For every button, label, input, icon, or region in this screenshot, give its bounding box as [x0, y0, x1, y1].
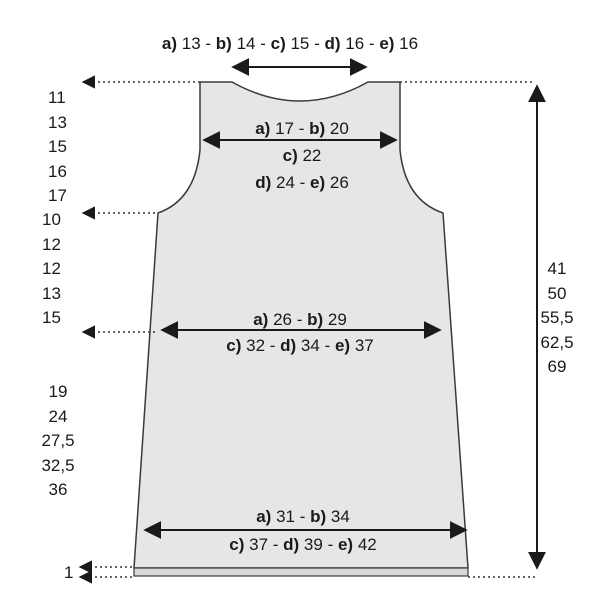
shoulder-width-line2: c) 22	[282, 146, 322, 165]
height-waist-to-hem: 19 24 27,5 32,5 36	[41, 382, 75, 499]
neck-width-label: a) 13 - b) 14 - c) 15 - d) 16 - e) 16	[161, 34, 419, 53]
chest-width-line1: a) 26 - b) 29	[253, 310, 347, 329]
hem-band	[134, 568, 468, 576]
hem-width-line2: c) 37 - d) 39 - e) 42	[229, 535, 377, 554]
total-length-values: 41 50 55,5 62,5 69	[540, 259, 574, 376]
shoulder-width-line3: d) 24 - e) 26	[255, 173, 349, 192]
height-armhole-to-waist: 10 12 12 13 15	[42, 210, 61, 327]
height-shoulder-to-armhole: 11 13 15 16 17	[48, 88, 67, 205]
chest-width-line2: c) 32 - d) 34 - e) 37	[226, 336, 374, 355]
hem-border-height: 1	[64, 563, 74, 582]
hem-width-line1: a) 31 - b) 34	[256, 507, 350, 526]
shoulder-width-line1: a) 17 - b) 20	[255, 119, 349, 138]
